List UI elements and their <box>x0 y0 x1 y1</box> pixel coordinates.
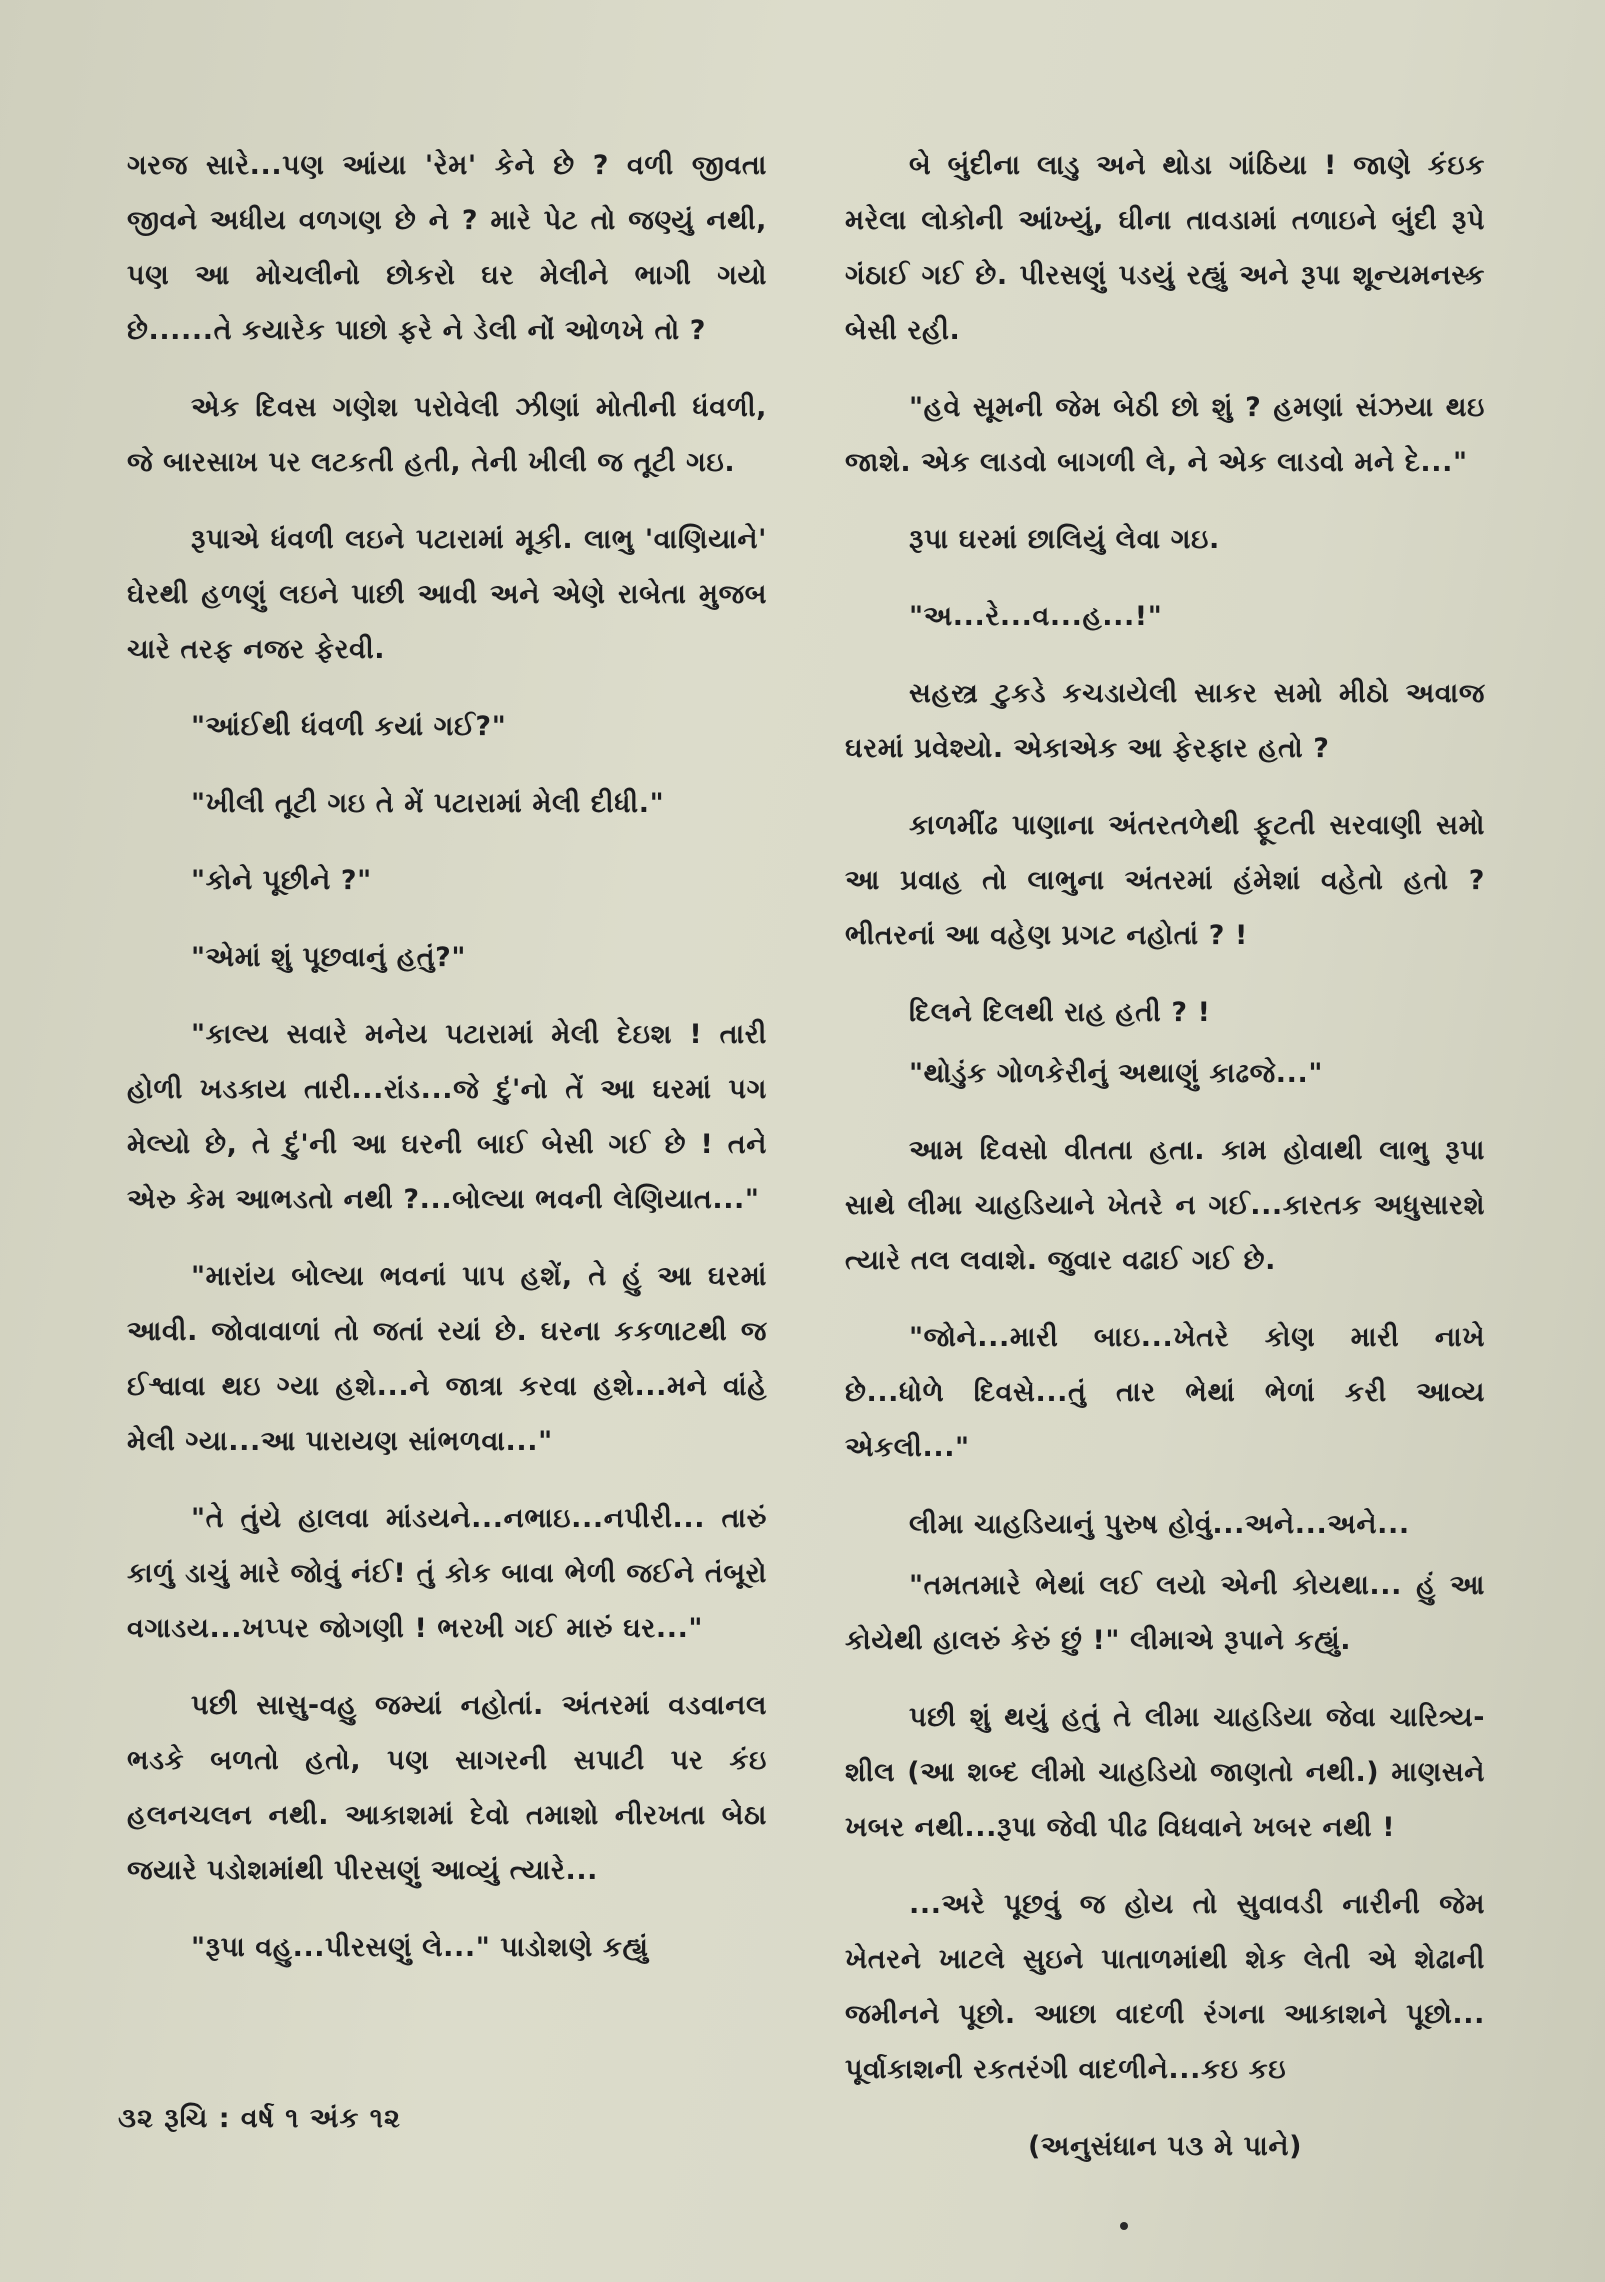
right-column <box>845 138 1485 2174</box>
paragraph: "મારાંય બોલ્યા ભવનાં પાપ હશેં, તે હું આ ઘરમાં આવી. જોવાવાળાં તો જતાં રયાં છે. ઘરના કકળાટથી જ ઈશ્વાવા થઇ ગ્યા હશે...ને જાત્રા કરવા હશે...મને વાંહે મેલી ગ્યા...આ પારાયણ સાંભળવા..." <box>127 1261 767 1457</box>
ink-dot <box>1120 2222 1128 2230</box>
paragraph: રૂપા ઘરમાં છાલિયું લેવા ગઇ. <box>909 524 1220 555</box>
paragraph: સહસ્ત્ર ટુકડે કચડાયેલી સાકર સમો મીઠો અવાજ ઘરમાં પ્રવેશ્યો. એકાએક આ ફેરફાર હતો ? <box>845 678 1485 764</box>
paragraph: લીમા ચાહડિયાનું પુરુષ હોવું...અને...અને... <box>909 1509 1410 1540</box>
paragraph: કાળમીંઢ પાણાના અંતરતળેથી ફૂટતી સરવાણી સમો આ પ્રવાહ તો લાભુના અંતરમાં હંમેશાં વહેતો હતો ? ભીતરનાં આ વહેણ પ્રગટ નહોતાં ? ! <box>845 810 1485 951</box>
paragraph: "તમતમારે ભેથાં લઈ લયો એની કોયથા... હું આ કોયેથી હાલરું કેરું છું !" લીમાએ રૂપાને કહ્યું. <box>845 1570 1485 1656</box>
paragraph: "કોને પૂછીને ?" <box>191 865 372 896</box>
page-footer: ૩૨ રૂચિ : વર્ષ ૧ અંક ૧૨ <box>118 2103 401 2134</box>
paragraph: "એમાં શું પૂછવાનું હતું?" <box>191 942 467 973</box>
paragraph: "અ...રે...વ...હ...!" <box>909 601 1163 632</box>
paragraph: "તે તુંયે હાલવા માંડયને...નભાઇ...નપીરી... તારું કાળું ડાચું મારે જોવું નંઈ! તું કોક બાવા ભેળી જઈને તંબૂરો વગાડય...ખપ્પર જોગણી ! ભરખી ગઈ મારું ઘર..." <box>127 1503 767 1644</box>
left-column <box>127 138 767 1997</box>
paragraph: "રૂપા વહુ...પીરસણું લે..." પાડોશણે કહ્યું <box>191 1932 649 1963</box>
paragraph: દિલને દિલથી રાહ હતી ? ! <box>909 997 1211 1028</box>
paragraph: ...અરે પૂછવું જ હોય તો સુવાવડી નારીની જેમ ખેતરને ખાટલે સુઇને પાતાળમાંથી શેક લેતી એ શેઢાની જમીનને પૂછો. આછા વાદળી રંગના આકાશને પૂછો... પૂર્વાકાશની રકતરંગી વાદળીને...કઇ કઇ <box>845 1889 1485 2085</box>
paragraph: "ખીલી તૂટી ગઇ તે મેં પટારામાં મેલી દીધી." <box>191 788 665 819</box>
paragraph: "આંઈથી ધંવળી કયાં ગઈ?" <box>191 711 507 742</box>
paragraph: આમ દિવસો વીતતા હતા. કામ હોવાથી લાભુ રૂપા સાથે લીમા ચાહડિયાને ખેતરે ન ગઈ...કારતક અધુસારશે ત્યારે તલ લવાશે. જુવાર વઢાઈ ગઈ છે. <box>845 1135 1485 1276</box>
paragraph: એક દિવસ ગણેશ પરોવેલી ઝીણાં મોતીની ધંવળી, જે બારસાખ પર લટકતી હતી, તેની ખીલી જ તૂટી ગઇ. <box>127 392 767 478</box>
paragraph: પછી શું થયું હતું તે લીમા ચાહડિયા જેવા ચારિત્ર્ય-શીલ (આ શબ્દ લીમો ચાહડિયો જાણતો નથી.) માણસને ખબર નથી...રૂપા જેવી પીઢ વિધવાને ખબર નથી ! <box>845 1702 1485 1843</box>
paragraph: ગરજ સારે...પણ આંયા 'રેમ' કેને છે ? વળી જીવતા જીવને અધીય વળગણ છે ને ? મારે પેટ તો જણ્યું નથી, પણ આ મોચલીનો છોકરો ઘર મેલીને ભાગી ગયો છે......તે કયારેક પાછો ફરે ને ડેલી નોં ઓળખે તો ? <box>127 150 767 346</box>
continuation-note: (અનુસંધાન પ૩ મે પાને) <box>1027 2131 1303 2162</box>
paragraph: "થોડુંક ગોળકેરીનું અથાણું કાઢજે..." <box>909 1058 1324 1089</box>
paragraph: બે બુંદીના લાડુ અને થોડા ગાંઠિયા ! જાણે કંઇક મરેલા લોકોની આંખ્યું, ઘીના તાવડામાં તળાઇને બુંદી રૂપે ગંઠાઈ ગઈ છે. પીરસણું પડયું રહ્યું અને રૂપા શૂન્યમનસ્ક બેસી રહી. <box>845 150 1485 346</box>
paragraph: "જોને...મારી બાઇ...ખેતરે કોણ મારી નાખે છે...ધોળે દિવસે...તું તાર ભેથાં ભેળાં કરી આવ્ય એકલી..." <box>845 1322 1485 1463</box>
paragraph: "હવે સૂમની જેમ બેઠી છો શું ? હમણાં સંઝયા થઇ જાશે. એક લાડવો બાગળી લે, ને એક લાડવો મને દે..." <box>845 392 1485 478</box>
paragraph: રૂપાએ ધંવળી લઇને પટારામાં મૂકી. લાભુ 'વાણિયાને' ઘેરથી હળણું લઇને પાછી આવી અને એણે રાબેતા મુજબ ચારે તરફ નજર ફેરવી. <box>127 524 767 665</box>
paragraph: "કાલ્ય સવારે મનેય પટારામાં મેલી દેઇશ ! તારી હોળી ખડકાય તારી...રાંડ...જે દું'નો તેં આ ઘરમાં પગ મેલ્યો છે, તે દું'ની આ ઘરની બાઈ બેસી ગઈ છે ! તને એરુ કેમ આભડતો નથી ?...બોલ્યા ભવની લેણિયાત..." <box>127 1019 767 1215</box>
paragraph: પછી સાસુ-વહુ જમ્યાં નહોતાં. અંતરમાં વડવાનલ ભડકે બળતો હતો, પણ સાગરની સપાટી પર કંઇ હલનચલન નથી. આકાશમાં દેવો તમાશો નીરખતા બેઠા જયારે પડોશમાંથી પીરસણું આવ્યું ત્યારે... <box>127 1690 767 1886</box>
